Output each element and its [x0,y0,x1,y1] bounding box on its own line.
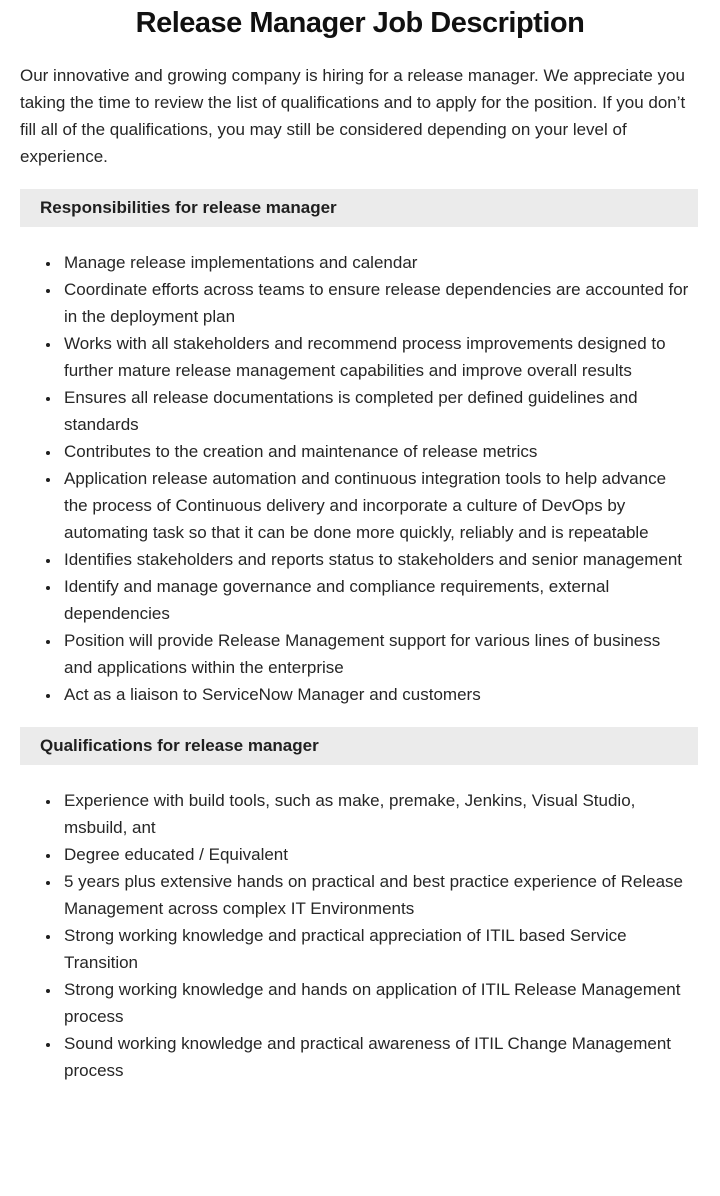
list-item: • Coordinate efforts across teams to ensure release dependencies are accounted for in the deployment plan [61,276,693,330]
intro-paragraph: Our innovative and growing company is hiring for a release manager. We appreciate you taking the time to review the list of qualifications and to apply for the position. If you don’t fill all of the qualifications, you may still be considered depending on your level of experience. [20,66,686,166]
sections [0,189,720,1084]
list-item: • Identify and manage governance and compliance requirements, external dependencies [61,573,693,627]
job-description-page [0,4,720,1196]
list-item: • Ensures all release documentations is completed per defined guidelines and standards [61,384,693,438]
list-item: • 5 years plus extensive hands on practical and best practice experience of Release Management across complex IT Environments [61,868,693,922]
job-section [0,727,720,1084]
section-list [20,787,700,1084]
section-heading: Responsibilities for release manager [20,189,698,227]
list-item: • Sound working knowledge and practical awareness of ITIL Change Management process [61,1030,693,1084]
list-item: • Works with all stakeholders and recommend process improvements designed to further mature release management capabilities and improve overall results [61,330,693,384]
list-item: • Identifies stakeholders and reports status to stakeholders and senior management [61,546,693,573]
job-section [0,189,720,708]
section-list [20,249,700,708]
page-title: Release Manager Job Description [135,7,585,39]
list-item: • Degree educated / Equivalent [61,841,693,868]
section-heading: Qualifications for release manager [20,727,698,765]
list-item: • Experience with build tools, such as make, premake, Jenkins, Visual Studio, msbuild, ant [61,787,693,841]
list-item: • Act as a liaison to ServiceNow Manager and customers [61,681,693,708]
list-item: • Contributes to the creation and maintenance of release metrics [61,438,693,465]
list-item: • Manage release implementations and calendar [61,249,693,276]
list-item: • Position will provide Release Management support for various lines of business and applications within the enterprise [61,627,693,681]
list-item: • Strong working knowledge and hands on application of ITIL Release Management process [61,976,693,1030]
list-item: • Application release automation and continuous integration tools to help advance the process of Continuous delivery and incorporate a culture of DevOps by automating task so that it can be done more quickly, reliably and is repeatable [61,465,693,546]
list-item: • Strong working knowledge and practical appreciation of ITIL based Service Transition [61,922,693,976]
